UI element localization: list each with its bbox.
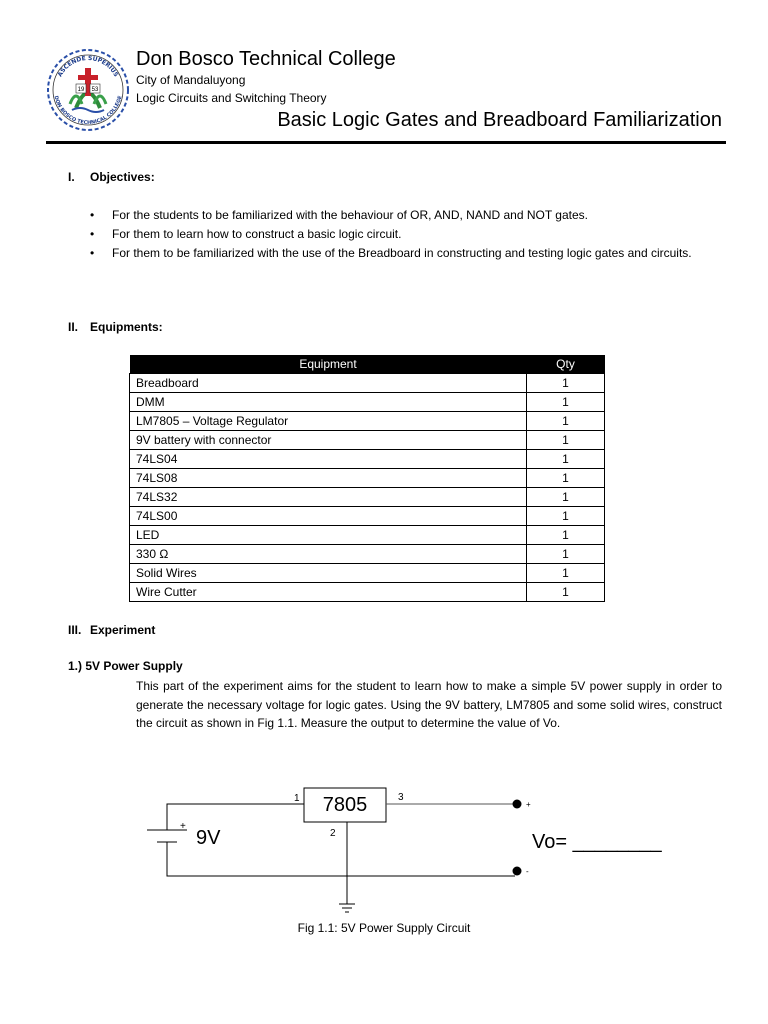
qty-cell: 1 — [527, 393, 605, 412]
output-plus-label: + — [526, 800, 531, 809]
equipment-cell: 74LS04 — [130, 450, 527, 469]
equipment-cell: Wire Cutter — [130, 583, 527, 602]
objectives-title: Objectives: — [90, 170, 155, 184]
equipments-number: II. — [68, 320, 79, 334]
equipment-cell: Breadboard — [130, 374, 527, 393]
equipment-cell: 74LS32 — [130, 488, 527, 507]
equipment-cell: Solid Wires — [130, 564, 527, 583]
equipment-table — [129, 355, 605, 602]
power-supply-heading: 1.) 5V Power Supply — [68, 659, 183, 673]
qty-cell: 1 — [527, 526, 605, 545]
table-header-row — [130, 355, 605, 374]
qty-cell: 1 — [527, 450, 605, 469]
qty-cell: 1 — [527, 412, 605, 431]
equipment-cell: 330 Ω — [130, 545, 527, 564]
objectives-heading — [68, 170, 155, 184]
table-row — [130, 431, 605, 450]
equipment-cell: LM7805 – Voltage Regulator — [130, 412, 527, 431]
power-supply-description: This part of the experiment aims for the student to learn how to make a simple 5V power supply in order to generate the necessary voltage for logic gates. Using the 9V battery, LM7805 and some solid wires, construct the circuit as shown in Fig 1.1. Measure the output to determine the value of Vo. — [136, 679, 722, 730]
output-terminal-positive — [513, 800, 522, 809]
wire-ground — [167, 854, 515, 876]
table-row — [130, 507, 605, 526]
logo-top-text: ASCENDE SUPERIUS — [56, 54, 120, 79]
equipment-cell: 9V battery with connector — [130, 431, 527, 450]
experiment-number: III. — [68, 623, 82, 637]
regulator-label: 7805 — [322, 794, 368, 816]
qty-cell: 1 — [527, 431, 605, 450]
objectives-number: I. — [68, 170, 75, 184]
college-name: Don Bosco Technical College — [136, 48, 396, 70]
equipment-cell: 74LS00 — [130, 507, 527, 526]
output-terminal-negative — [513, 867, 522, 876]
table-row — [130, 393, 605, 412]
table-row — [130, 412, 605, 431]
header-divider — [46, 141, 726, 144]
output-minus-label: - — [526, 867, 529, 876]
wire-input — [167, 804, 304, 820]
document-title: Basic Logic Gates and Breadboard Familiarization — [277, 109, 722, 131]
list-item: • For them to learn how to construct a basic logic circuit. — [90, 225, 720, 244]
output-voltage-label: Vo= ________ — [532, 831, 662, 853]
qty-cell: 1 — [527, 469, 605, 488]
qty-cell: 1 — [527, 507, 605, 526]
figure-caption: Fig 1.1: 5V Power Supply Circuit — [297, 921, 471, 935]
table-row — [130, 526, 605, 545]
column-header-equipment: Equipment — [130, 355, 527, 374]
qty-cell: 1 — [527, 564, 605, 583]
logo-bottom-text: DON BOSCO TECHNICAL COLLEGE — [52, 95, 124, 127]
table-row — [130, 374, 605, 393]
objectives-list — [90, 206, 720, 263]
table-row — [130, 488, 605, 507]
equipment-cell: DMM — [130, 393, 527, 412]
battery-plus-label: + — [180, 821, 186, 832]
pin3-label: 3 — [398, 792, 404, 803]
equipments-title: Equipments: — [90, 320, 163, 334]
equipment-cell: 74LS08 — [130, 469, 527, 488]
equipments-heading — [68, 320, 163, 334]
qty-cell: 1 — [527, 545, 605, 564]
battery-voltage-label: 9V — [196, 827, 221, 849]
pin2-label: 2 — [330, 828, 336, 839]
table-row — [130, 564, 605, 583]
table-row — [130, 545, 605, 564]
table-row — [130, 583, 605, 602]
qty-cell: 1 — [527, 583, 605, 602]
equipment-cell: LED — [130, 526, 527, 545]
table-row — [130, 450, 605, 469]
pin1-label: 1 — [294, 793, 300, 804]
list-item: • For them to be familiarized with the use of the Breadboard in constructing and testing logic gates and circuits. — [90, 244, 720, 263]
course-name: Logic Circuits and Switching Theory — [136, 91, 327, 105]
college-logo — [46, 48, 130, 132]
qty-cell: 1 — [527, 488, 605, 507]
power-supply-circuit — [130, 780, 690, 920]
logo-year-right: 53 — [91, 87, 99, 93]
table-row — [130, 469, 605, 488]
experiment-title: Experiment — [90, 623, 156, 637]
experiment-heading — [68, 623, 155, 637]
logo-year-left: 19 — [77, 87, 85, 93]
college-city: City of Mandaluyong — [136, 73, 246, 87]
qty-cell: 1 — [527, 374, 605, 393]
list-item: • For the students to be familiarized with the behaviour of OR, AND, NAND and NOT gates. — [90, 206, 720, 225]
column-header-qty: Qty — [527, 355, 605, 374]
